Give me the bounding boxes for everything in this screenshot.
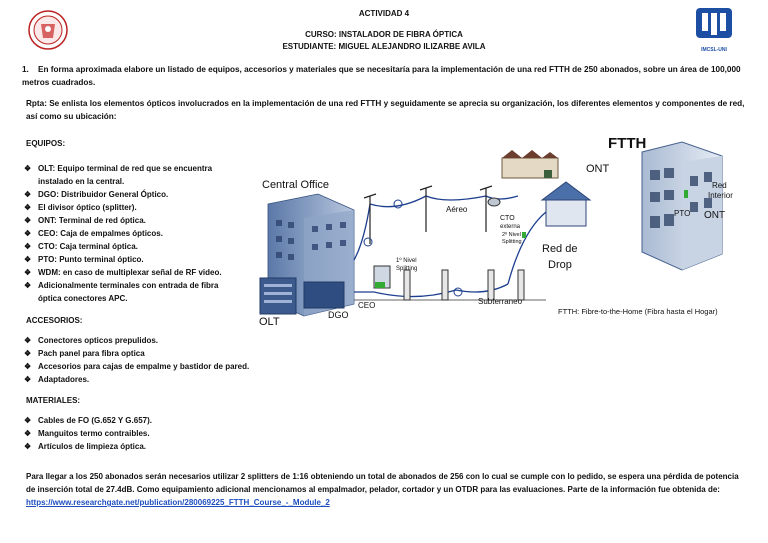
red-drop-label-line2: Drop: [548, 259, 572, 271]
splitter-2-label-line2: Splitting: [502, 239, 522, 245]
list-item: ❖ Adaptadores.: [24, 373, 344, 386]
pto-box: [684, 190, 688, 198]
list-item: ❖ Artículos de limpieza óptica.: [24, 440, 344, 453]
list-item: ❖ WDM: en caso de multiplexar señal de RF video.: [24, 266, 242, 279]
equipos-heading: EQUIPOS:: [26, 139, 66, 148]
accesorios-heading: ACCESORIOS:: [26, 316, 83, 325]
splitter-1-label-line1: 1º Nivel: [396, 258, 417, 264]
equipos-list: [24, 162, 242, 305]
ftth-title: FTTH: [608, 135, 647, 152]
materiales-list: [24, 414, 344, 453]
student-name: ESTUDIANTE: MIGUEL ALEJANDRO ILIZARBE AVILA: [282, 42, 486, 51]
conclusion: [26, 470, 750, 509]
diagram-caption: FTTH: Fibre-to-the-Home (Fibra hasta el Hogar): [558, 307, 718, 316]
splitter-2-icon: [522, 232, 526, 238]
list-item: ❖ Accesorios para cajas de empalme y bastidor de pared.: [24, 360, 344, 373]
list-item: ❖ ONT: Terminal de red óptica.: [24, 214, 242, 227]
central-office-building: [260, 194, 354, 316]
red-interior-label-line1: Red: [712, 181, 727, 190]
pto-label: PTO: [674, 209, 691, 218]
central-office-label: Central Office: [262, 179, 330, 191]
list-item: ❖ PTO: Punto terminal óptico.: [24, 253, 242, 266]
cto-box: [488, 198, 500, 206]
list-item: ❖ Cables de FO (G.652 Y G.657).: [24, 414, 344, 427]
olt-label: OLT: [259, 316, 280, 328]
list-item: ❖ OLT: Equipo terminal de red que se encuentra instalado en la central.: [24, 162, 242, 188]
list-item: ❖ DGO: Distribuidor General Óptico.: [24, 188, 242, 201]
ceo-label: CEO: [358, 301, 376, 310]
ftth-network-diagram: [246, 132, 766, 332]
red-drop-label-line1: Red de: [542, 243, 578, 255]
aereo-label: Aéreo: [446, 205, 468, 214]
list-item: ❖ CEO: Caja de empalmes ópticos.: [24, 227, 242, 240]
drop-house: [542, 182, 590, 226]
list-item: ❖ Conectores opticos prepulidos.: [24, 334, 344, 347]
olt-rack: [260, 278, 296, 314]
course-title: CURSO: INSTALADOR DE FIBRA ÓPTICA: [305, 30, 463, 39]
question-number: 1.: [22, 65, 29, 74]
cto-label-line1: CTO: [500, 215, 515, 222]
activity-title: ACTIVIDAD 4: [358, 9, 410, 18]
materiales-heading: MATERIALES:: [26, 396, 81, 405]
cto-label-line2: externa: [500, 224, 521, 230]
dgo-rack: [304, 282, 344, 308]
question: [22, 64, 752, 89]
list-item: ❖ Adicionalmente terminales con entrada de fibra óptica conectores APC.: [24, 279, 242, 305]
splitter-1-icon: [375, 282, 385, 288]
splitter-2-label-line1: 2º Nivel: [502, 232, 521, 238]
splitter-1-label-line2: Splitting: [396, 266, 418, 272]
list-item: ❖ Pach panel para fibra optica: [24, 347, 344, 360]
ont-right-label: ONT: [704, 210, 726, 221]
houses-group: [502, 150, 558, 178]
answer-intro: Rpta: Se enlista los elementos ópticos involucrados en la implementación de una red FTTH y seguidamente se aprecia su organización, los diferentes elementos y componentes de red, así como su ubicación:: [26, 99, 745, 121]
subterraneo-label: Subterraneo: [478, 297, 523, 306]
list-item: ❖ El divisor óptico (splitter).: [24, 201, 242, 214]
source-link[interactable]: https://www.researchgate.net/publication/280069225_FTTH_Course_-_Module_2: [26, 498, 330, 507]
home-building: [642, 142, 722, 270]
ont-top-label: ONT: [586, 163, 610, 175]
accesorios-list: [24, 334, 344, 386]
aerial-poles: [364, 186, 492, 244]
list-item: ❖ CTO: Caja terminal óptica.: [24, 240, 242, 253]
question-text: En forma aproximada elabore un listado de equipos, accesorios y materiales que se necesitaría para la implementación de una red FTTH de 250 abonados, sobre un área de 100,000 metros cuadrados.: [22, 65, 741, 87]
red-interior-label-line2: Interior: [708, 191, 733, 200]
dgo-label: DGO: [328, 310, 349, 320]
conclusion-text: Para llegar a los 250 abonados serán necesarios utilizar 2 splitters de 1:16 obteniendo un total de abonados de 256 con lo cual se cumple con lo pedido, se espera una pérdida de potencia de inserción total de 27.4dB. Como equipamiento adicional mencionamos al empalmador, pelador, cortador y un OTDR para las evaluaciones. Parte de la información fue obtenida de:: [26, 472, 739, 494]
list-item: ❖ Manguitos termo contraibles.: [24, 427, 344, 440]
logo-caption: IMCSL-UNI: [701, 47, 727, 53]
